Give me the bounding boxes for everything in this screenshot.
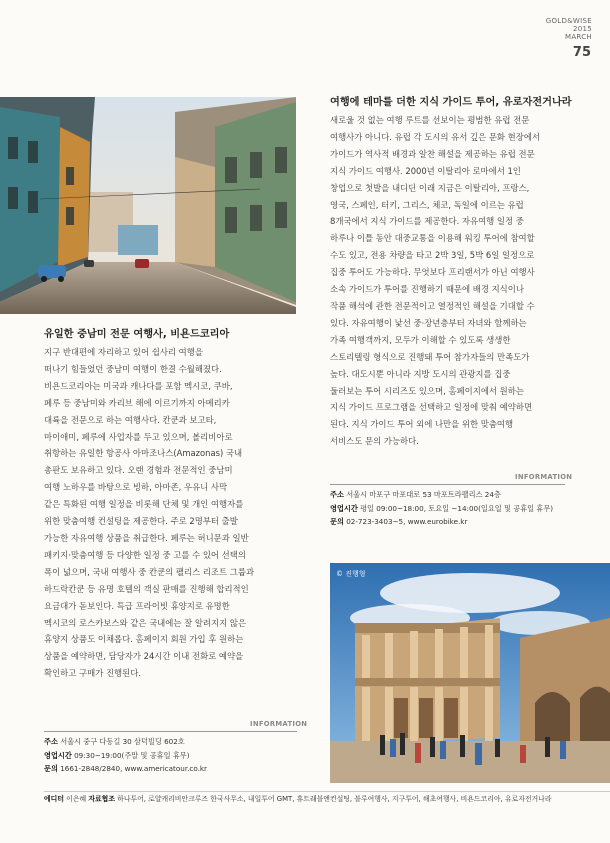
ephesus-library-illustration [330,563,610,783]
south-america-heading: 유일한 중남미 전문 여행사, 비욘드코리아 [44,329,230,340]
body-line: 총판도 보유하고 있다. 오랜 경험과 전문적인 중남미 [44,465,233,476]
footer-divider [44,791,610,792]
contact-value[interactable]: 1661-2848/2840, www.americatour.co.kr [60,764,208,773]
magazine-year: 2015 [572,25,592,33]
europe-info-label: INFORMATION [515,473,573,481]
body-line: 멕시코의 로스카보스와 같은 국내에는 잘 알려지지 않은 [44,617,247,628]
contact-row [44,762,207,776]
editor-name: 이은혜 [66,795,87,803]
body-line: 집중 투어도 가능하다. 무엇보다 프리랜서가 아닌 여행사 [330,267,535,278]
body-line: 하루나 이틀 동안 대중교통을 이용해 워킹 투어에 참여할 [330,233,535,244]
body-line: 창업으로 첫발을 내디딘 이래 지금은 이탈리아, 프랑스, [330,182,530,193]
body-line: 대륙을 전문으로 하는 여행사다. 칸쿤과 보고타, [44,414,217,425]
body-line: 폭이 넓으며, 국내 여행사 중 칸쿤의 팰리스 리조트 그룹과 [44,566,255,577]
havana-street-photo [0,97,296,314]
hours-row [330,502,553,516]
body-line: 여행사가 아니다. 유럽 각 도시의 유서 깊은 문화 현장에서 [330,131,541,142]
europe-info-divider [330,484,565,485]
page-number: 75 [572,45,591,60]
contact-value[interactable]: 02-723-3403~5, www.eurobike.kr [346,517,468,526]
europe-heading: 여행에 테마를 더한 지식 가이드 투어, 유로자전거나라 [330,97,572,108]
body-line: 지식 가이드 여행사. 2000년 이탈리아 로마에서 1인 [330,165,521,176]
body-line: 휴양지 상품도 이채롭다. 홈페이지 회원 가입 후 원하는 [44,634,244,645]
body-line: 패키지·맞춤여행 등 다양한 일정 중 고를 수 있어 선택의 [44,549,246,560]
body-line: 지구 반대편에 자리하고 있어 쉽사리 여행을 [44,347,203,357]
south-america-body [44,344,254,682]
body-line: 있다. 자유여행이 낯선 중·장년층부터 자녀와 함께하는 [330,317,527,328]
europe-body [330,112,540,450]
body-line: 마이애미, 페루에 사업자를 두고 있으며, 볼리비아로 [44,431,233,442]
sources-list: 하나투어, 로얄캐리비안크루즈 한국사무소, 내일투어 GMT, 휴트래블앤컨설팅, 블루여행사, 지구투어, 해초여행사, 비욘드코리아, 유로자전거나라 [117,795,552,803]
body-line: 취항하는 유일한 항공사 아마조나스(Amazonas) 국내 [44,448,243,459]
body-line: 여행 노하우를 바탕으로 빙하, 아마존, 우유니 사막 [44,482,228,493]
body-line: 작품 해석에 관한 전문적이고 열정적인 해설을 기대할 수 [330,300,535,311]
hours-row [44,749,207,763]
address-row [44,735,207,749]
ephesus-library-photo [330,563,610,783]
south-america-info-label: INFORMATION [250,720,308,728]
body-line: 된다. 지식 가이드 투어 외에 나만을 위한 맞춤여행 [330,419,514,430]
body-line: 서비스도 문의 가능하다. [330,436,419,447]
south-america-info [44,735,207,776]
hours-value: 평일 09:00~18:00, 토요일 ~14:00(일요일 및 공휴일 휴무) [360,503,554,513]
south-america-info-divider [44,731,297,732]
body-line: 비욘드코리아는 미국과 캐나다를 포함 멕시코, 쿠바, [44,380,233,391]
contact-label: 문의 [330,517,344,526]
body-line: 가이드가 역사적 배경과 알찬 해설을 제공하는 유럽 전문 [330,148,535,159]
body-line: 새로울 것 없는 여행 루트를 선보이는 평범한 유럽 전문 [330,115,530,125]
body-line: 위한 맞춤여행 컨설팅을 제공한다. 주로 2명부터 출발 [44,516,238,527]
havana-street-illustration [0,97,296,314]
body-line: 높다. 대도시뿐 아니라 지방 도시의 관광지를 집중 [330,368,511,379]
footer-credits [44,793,552,803]
europe-info [330,488,553,529]
body-line: 같은 특화된 여행 일정을 비롯해 단체 및 개인 여행자를 [44,499,244,510]
hours-label: 영업시간 [330,503,358,513]
magazine-name: GOLD&WISE [545,17,592,25]
magazine-masthead [546,17,592,41]
photo-credit: © 진행형 [336,570,366,578]
body-line: 영국, 스페인, 터키, 그리스, 체코, 독일에 이르는 유럽 [330,199,524,210]
body-line: 수도 있고, 전용 차량을 타고 2박 3일, 5박 6일 일정으로 [330,250,535,261]
sources-label: 자료협조 [88,795,115,803]
body-line: 둘러보는 투어 시리즈도 있으며, 홈페이지에서 원하는 [330,385,524,396]
body-line: 지식 가이드 프로그램을 선택하고 일정에 맞춰 예약하면 [330,402,533,413]
body-line: 8개국에서 지식 가이드를 제공한다. 자유여행 일정 중 [330,216,524,227]
body-line: 하드락칸쿤 등 유명 호텔의 객실 판매를 진행해 합리적인 [44,583,249,594]
address-value: 서울시 마포구 마포대로 53 마포트라팰리스 24층 [346,490,501,499]
magazine-month: MARCH [565,33,592,41]
address-value: 서울시 중구 다동길 30 삼덕빌딩 602호 [60,737,185,746]
address-row [330,488,553,502]
body-line: 스토리텔링 형식으로 진행돼 투어 참가자들의 만족도가 [330,351,530,362]
contact-label: 문의 [44,764,58,773]
body-line: 소속 가이드가 투어를 진행하기 때문에 배경 지식이나 [330,284,524,295]
address-label: 주소 [330,490,344,499]
editor-label: 에디터 [44,795,64,803]
body-line: 상품을 예약하면, 담당자가 24시간 이내 전화로 예약을 [44,651,244,662]
body-line: 가족 여행객까지, 모두가 이해할 수 있도록 생생한 [330,334,511,345]
body-line: 떠나기 힘들었던 중남미 여행이 한결 수월해졌다. [44,363,222,374]
body-line: 페루 등 중남미와 카리브 해에 이르기까지 아메리카 [44,397,230,408]
hours-label: 영업시간 [44,750,72,760]
body-line: 요금대가 돋보인다. 특급 프라이빗 휴양지로 유명한 [44,600,230,611]
contact-row [330,515,553,529]
address-label: 주소 [44,737,58,746]
hours-value: 09:30~19:00(주말 및 공휴일 휴무) [74,750,190,760]
body-line: 가능한 자유여행 상품을 취급한다. 페루는 허니문과 일반 [44,532,249,543]
body-line: 확인하고 구매가 진행된다. [44,668,141,679]
